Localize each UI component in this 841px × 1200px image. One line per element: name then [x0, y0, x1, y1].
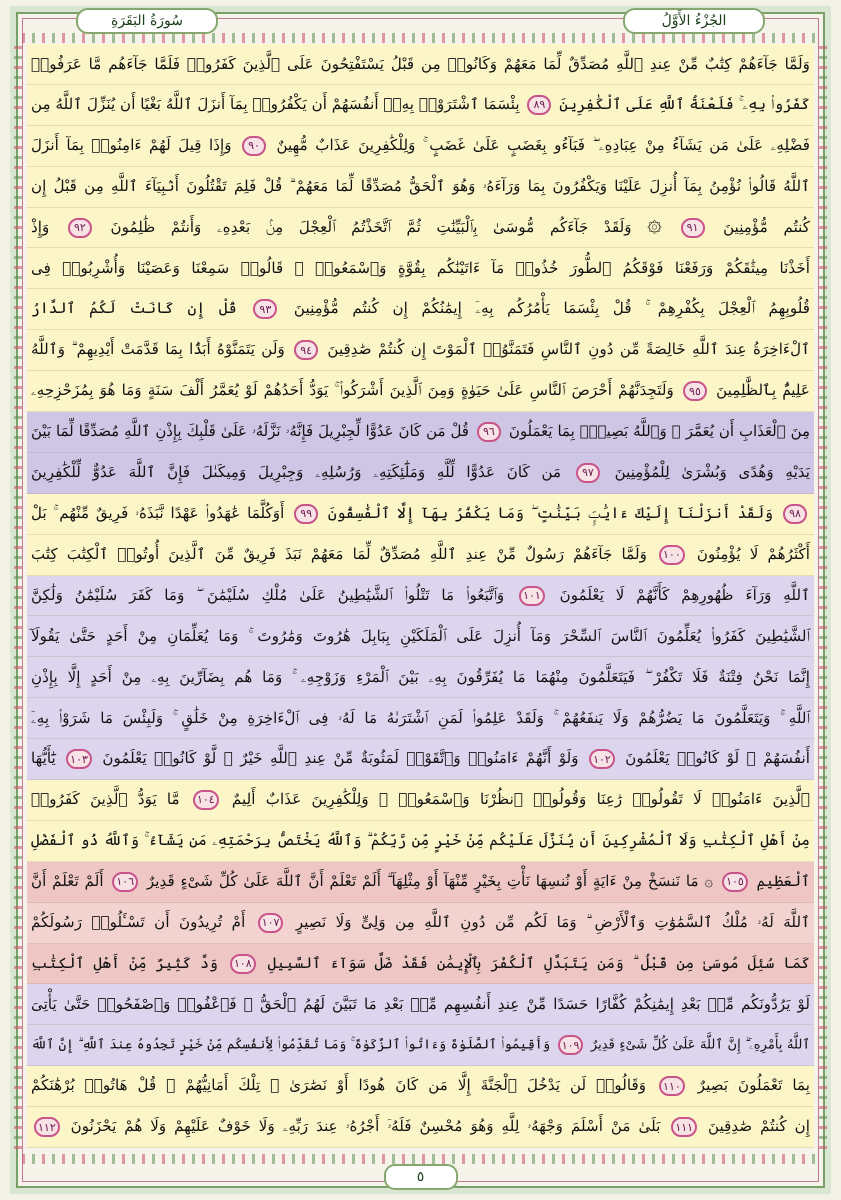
ayah-number-marker: ٩٠	[242, 136, 266, 156]
verse-text: أَخَذْنَا مِيثَٰقَكُمْ وَرَفَعْنَا فَوْقَكُمُ ٱلطُّورَ خُذُوا۟ مَآ ءَاتَيْنَٰكُم بِقُوَّةٍ وَٱسْمَعُوا۟ ۖ قَالُوا۟ سَمِعْنَا وَعَصَيْنَا وَأُشْرِبُوا۟ فِى	[31, 259, 810, 278]
text-line	[27, 289, 814, 330]
verse-text: إِن كُنتُمْ صَٰدِقِينَ ١١١ بَلَىٰ مَنْ أَسْلَمَ وَجْهَهُۥ لِلَّهِ وَهُوَ مُحْسِنٌ فَلَهُۥٓ أَجْرُهُۥ عِندَ رَبِّهِۦ وَلَا خَوْفٌ عَلَيْهِمْ وَلَا هُمْ يَحْزَنُونَ ١١٢	[31, 1117, 810, 1137]
verse-text: ٱللَّهِ وَرَآءَ ظُهُورِهِمْ كَأَنَّهُمْ لَا يَعْلَمُونَ ١٠١ وَٱتَّبَعُوا۟ مَا تَتْلُوا۟ ٱلشَّيَٰطِينُ عَلَىٰ مُلْكِ سُلَيْمَٰنَ ۖ وَمَا كَفَرَ سُلَيْمَٰنُ وَلَٰكِنَّ	[31, 585, 810, 604]
ayah-number-marker: ١٠٨	[230, 954, 256, 974]
text-line	[27, 494, 814, 535]
text-line	[27, 821, 814, 862]
text-line	[27, 535, 814, 576]
floral-border-right	[819, 46, 827, 1152]
ayah-number-marker: ١١٠	[659, 1076, 685, 1096]
text-line	[27, 371, 814, 412]
verse-text: ٩٨ وَلَقَدْ أَنزَلْنَآ إِلَيْكَ ءَايَٰتٍۭ بَيِّنَٰتٍ ۖ وَمَا يَكْفُرُ بِهَآ إِلَّا ٱلْفَٰسِقُونَ ٩٩ أَوَكُلَّمَا عَٰهَدُوا۟ عَهْدًا نَّبَذَهُۥ فَرِيقٌ مِّنْهُم ۚ بَلْ	[31, 504, 810, 524]
text-line	[27, 944, 814, 985]
verse-text: ٱلَّذِينَ ءَامَنُوا۟ لَا تَقُولُوا۟ رَٰعِنَا وَقُولُوا۟ ٱنظُرْنَا وَٱسْمَعُوا۟ ۗ وَلِلْكَٰفِرِينَ عَذَابٌ أَلِيمٌ ١٠٤ مَّا يَوَدُّ ٱلَّذِينَ كَفَرُوا۟	[31, 789, 810, 808]
text-line	[27, 698, 814, 739]
ayah-number-marker: ١٠٤	[193, 790, 219, 810]
verse-text: وَلَمَّا جَآءَهُمْ كِتَٰبٌ مِّنْ عِندِ ٱللَّهِ مُصَدِّقٌ لِّمَا مَعَهُمْ وَكَانُوا۟ مِن قَبْلُ يَسْتَفْتِحُونَ عَلَى ٱلَّذِينَ كَفَرُوا۟ فَلَمَّا جَآءَهُم مَّا عَرَفُوا۟	[31, 54, 810, 73]
text-line	[27, 576, 814, 617]
verse-text: ٱللَّهُ قَالُوا۟ نُؤْمِنُ بِمَآ أُنزِلَ عَلَيْنَا وَيَكْفُرُونَ بِمَا وَرَآءَهُۥ وَهُوَ ٱلْحَقُّ مُصَدِّقًا لِّمَا مَعَهُمْ ۗ قُلْ فَلِمَ تَقْتُلُونَ أَنۢبِيَآءَ ٱللَّهِ مِن قَبْلُ إِن	[31, 177, 810, 196]
quran-text-body	[27, 44, 814, 1148]
ayah-number-marker: ٩٣	[253, 299, 277, 319]
text-line	[27, 862, 814, 903]
surah-name-header: سُورَةُ البَقَرَةِ	[76, 8, 218, 34]
ayah-number-marker: ١٠٣	[66, 749, 92, 769]
verse-text: كَمَا سُئِلَ مُوسَىٰ مِن قَبْلُ ۗ وَمَن يَتَبَدَّلِ ٱلْكُفْرَ بِٱلْإِيمَٰنِ فَقَدْ ضَلَّ سَوَآءَ ٱلسَّبِيلِ ١٠٨ وَدَّ كَثِيرٌ مِّنْ أَهْلِ ٱلْكِتَٰبِ	[31, 953, 810, 972]
ayah-number-marker: ٩٨	[783, 504, 807, 524]
verse-text: كَفَرُوا۟ بِهِۦ ۚ فَلَعْنَةُ ٱللَّهِ عَلَى ٱلْكَٰفِرِينَ ٨٩ بِئْسَمَا ٱشْتَرَوْا۟ بِهِۦٓ أَنفُسَهُمْ أَن يَكْفُرُوا۟ بِمَآ أَنزَلَ ٱللَّهُ بَغْيًا أَن يُنَزِّلَ ٱللَّهُ مِن	[30, 94, 810, 113]
floral-border-top	[22, 33, 819, 43]
verse-text: كُنتُم مُّؤْمِنِينَ ٩١ ۞ وَلَقَدْ جَآءَكُم مُّوسَىٰ بِٱلْبَيِّنَٰتِ ثُمَّ ٱتَّخَذْتُمُ ٱلْعِجْلَ مِنۢ بَعْدِهِۦ وَأَنتُمْ ظَٰلِمُونَ ٩٢ وَإِذْ	[31, 217, 810, 236]
verse-text: ٱللَّهِ ۚ وَيَتَعَلَّمُونَ مَا يَضُرُّهُمْ وَلَا يَنفَعُهُمْ ۚ وَلَقَدْ عَلِمُوا۟ لَمَنِ ٱشْتَرَىٰهُ مَا لَهُۥ فِى ٱلْءَاخِرَةِ مِنْ خَلَٰقٍ ۚ وَلَبِئْسَ مَا شَرَوْا۟ بِهِۦٓ	[31, 708, 810, 727]
floral-border-left	[14, 46, 22, 1152]
verse-text: مِنَ ٱلْعَذَابِ أَن يُعَمَّرَ ۗ وَٱللَّهُ بَصِيرٌۢ بِمَا يَعْمَلُونَ ٩٦ قُلْ مَن كَانَ عَدُوًّا لِّجِبْرِيلَ فَإِنَّهُۥ نَزَّلَهُۥ عَلَىٰ قَلْبِكَ بِإِذْنِ ٱللَّهِ مُصَدِّقًا لِّمَا بَيْنَ	[31, 421, 810, 440]
ayah-number-marker: ٩٤	[294, 340, 318, 360]
text-line	[27, 616, 814, 657]
ayah-number-marker: ١١٢	[34, 1117, 60, 1137]
verse-text: لَوْ يَرُدُّونَكُم مِّنۢ بَعْدِ إِيمَٰنِكُمْ كُفَّارًا حَسَدًا مِّنْ عِندِ أَنفُسِهِم مِّنۢ بَعْدِ مَا تَبَيَّنَ لَهُمُ ٱلْحَقُّ ۖ فَٱعْفُوا۟ وَٱصْفَحُوا۟ حَتَّىٰ يَأْتِىَ	[31, 995, 810, 1014]
ayah-number-marker: ١٠٠	[659, 545, 685, 565]
text-line	[27, 248, 814, 289]
juz-name-header: الجُزْءُ الأَوَّلُ	[623, 8, 765, 34]
ayah-number-marker: ١٠١	[519, 586, 545, 606]
verse-text: أَكْثَرُهُمْ لَا يُؤْمِنُونَ ١٠٠ وَلَمَّا جَآءَهُمْ رَسُولٌ مِّنْ عِندِ ٱللَّهِ مُصَدِّقٌ لِّمَا مَعَهُمْ نَبَذَ فَرِيقٌ مِّنَ ٱلَّذِينَ أُوتُوا۟ ٱلْكِتَٰبَ كِتَٰبَ	[31, 544, 811, 563]
text-line	[27, 167, 814, 208]
ayah-number-marker: ٩٦	[477, 422, 501, 442]
verse-text: يَدَيْهِ وَهُدًى وَبُشْرَىٰ لِلْمُؤْمِنِينَ ٩٧ مَن كَانَ عَدُوًّا لِّلَّهِ وَمَلَٰٓئِكَتِهِۦ وَرُسُلِهِۦ وَجِبْرِيلَ وَمِيكَىٰلَ فَإِنَّ ٱللَّهَ عَدُوٌّ لِّلْكَٰفِرِينَ	[31, 462, 810, 481]
page-number: ٥	[384, 1164, 458, 1190]
verse-text: بِمَا تَعْمَلُونَ بَصِيرٌ ١١٠ وَقَالُوا۟ لَن يَدْخُلَ ٱلْجَنَّةَ إِلَّا مَن كَانَ هُودًا أَوْ نَصَٰرَىٰ ۗ تِلْكَ أَمَانِيُّهُمْ ۗ قُلْ هَاتُوا۟ بُرْهَٰنَكُمْ	[31, 1076, 811, 1095]
verse-text: ٱللَّهَ لَهُۥ مُلْكُ ٱلسَّمَٰوَٰتِ وَٱلْأَرْضِ ۗ وَمَا لَكُم مِّن دُونِ ٱللَّهِ مِن وَلِىٍّ وَلَا نَصِيرٍ ١٠٧ أَمْ تُرِيدُونَ أَن تَسْـَٔلُوا۟ رَسُولَكُمْ	[31, 912, 810, 931]
verse-text: فَضْلِهِۦ عَلَىٰ مَن يَشَآءُ مِنْ عِبَادِهِۦ ۖ فَبَآءُو بِغَضَبٍ عَلَىٰ غَضَبٍ ۚ وَلِلْكَٰفِرِينَ عَذَابٌ مُّهِينٌ ٩٠ وَإِذَا قِيلَ لَهُمْ ءَامِنُوا۟ بِمَآ أَنزَلَ	[31, 135, 810, 154]
verse-text: ٱلشَّيَٰطِينَ كَفَرُوا۟ يُعَلِّمُونَ ٱلنَّاسَ ٱلسِّحْرَ وَمَآ أُنزِلَ عَلَى ٱلْمَلَكَيْنِ بِبَابِلَ هَٰرُوتَ وَمَٰرُوتَ ۚ وَمَا يُعَلِّمَانِ مِنْ أَحَدٍ حَتَّىٰ يَقُولَآ	[31, 626, 810, 645]
verse-text: ٱلْعَظِيمِ ١٠٥ ۞ مَا نَنسَخْ مِنْ ءَايَةٍ أَوْ نُنسِهَا نَأْتِ بِخَيْرٍ مِّنْهَآ أَوْ مِثْلِهَآ ۗ أَلَمْ تَعْلَمْ أَنَّ ٱللَّهَ عَلَىٰ كُلِّ شَىْءٍ قَدِيرٌ ١٠٦ أَلَمْ تَعْلَمْ أَنَّ	[31, 871, 810, 890]
text-line	[27, 1025, 814, 1066]
ayah-number-marker: ١٠٧	[258, 913, 284, 933]
ayah-number-marker: ١٠٥	[722, 872, 748, 892]
ayah-number-marker: ١١١	[671, 1117, 697, 1137]
text-line	[27, 903, 814, 944]
ayah-number-marker: ٩٩	[294, 504, 318, 524]
verse-text: إِنَّمَا نَحْنُ فِتْنَةٌ فَلَا تَكْفُرْ ۖ فَيَتَعَلَّمُونَ مِنْهُمَا مَا يُفَرِّقُونَ بِهِۦ بَيْنَ ٱلْمَرْءِ وَزَوْجِهِۦ ۚ وَمَا هُم بِضَآرِّينَ بِهِۦ مِنْ أَحَدٍ إِلَّا بِإِذْنِ	[31, 667, 810, 686]
text-line	[27, 984, 814, 1025]
text-line	[27, 453, 814, 494]
text-line	[27, 1066, 814, 1107]
text-line	[27, 412, 814, 453]
text-line	[27, 126, 814, 167]
verse-text: ٱللَّهُ بِأَمْرِهِۦٓ ۗ إِنَّ ٱللَّهَ عَلَىٰ كُلِّ شَىْءٍ قَدِيرٌ ١٠٩ وَأَقِيمُوا۟ ٱلصَّلَوٰةَ وَءَاتُوا۟ ٱلزَّكَوٰةَ ۚ وَمَا تُقَدِّمُوا۟ لِأَنفُسِكُم مِّنْ خَيْرٍ تَجِدُوهُ عِندَ ٱللَّهِ ۗ إِنَّ ٱللَّهَ	[31, 1035, 810, 1055]
ayah-number-marker: ١٠٢	[589, 749, 615, 769]
text-line	[27, 330, 814, 371]
ayah-number-marker: ١٠٩	[558, 1035, 584, 1055]
text-line	[27, 208, 814, 249]
verse-text: مِنْ أَهْلِ ٱلْكِتَٰبِ وَلَا ٱلْمُشْرِكِينَ أَن يُنَزَّلَ عَلَيْكُم مِّنْ خَيْرٍ مِّن رَّبِّكُمْ ۗ وَٱللَّهُ يَخْتَصُّ بِرَحْمَتِهِۦ مَن يَشَآءُ ۚ وَٱللَّهُ ذُو ٱلْفَضْلِ	[31, 831, 810, 850]
floral-border-bottom	[22, 1154, 819, 1164]
verse-text: أَنفُسَهُمْ ۚ لَوْ كَانُوا۟ يَعْلَمُونَ ١٠٢ وَلَوْ أَنَّهُمْ ءَامَنُوا۟ وَٱتَّقَوْا۟ لَمَثُوبَةٌ مِّنْ عِندِ ٱللَّهِ خَيْرٌ ۖ لَّوْ كَانُوا۟ يَعْلَمُونَ ١٠٣ يَٰٓأَيُّهَا	[31, 749, 810, 768]
ayah-number-marker: ٩٧	[576, 463, 600, 483]
text-line	[27, 657, 814, 698]
text-line	[27, 44, 814, 85]
ayah-number-marker: ٩٥	[683, 381, 707, 401]
ayah-number-marker: ٩١	[681, 218, 705, 238]
text-line	[27, 1107, 814, 1148]
verse-text: ٱلْءَاخِرَةُ عِندَ ٱللَّهِ خَالِصَةً مِّن دُونِ ٱلنَّاسِ فَتَمَنَّوُا۟ ٱلْمَوْتَ إِن كُنتُمْ صَٰدِقِينَ ٩٤ وَلَن يَتَمَنَّوْهُ أَبَدًۢا بِمَا قَدَّمَتْ أَيْدِيهِمْ ۗ وَٱللَّهُ	[31, 340, 811, 359]
ayah-number-marker: ٩٢	[68, 218, 92, 238]
ayah-number-marker: ٨٩	[527, 95, 551, 115]
text-line	[27, 739, 814, 780]
verse-text: قُلُوبِهِمُ ٱلْعِجْلَ بِكُفْرِهِمْ ۚ قُلْ بِئْسَمَا يَأْمُرُكُم بِهِۦٓ إِيمَٰنُكُمْ إِن كُنتُم مُّؤْمِنِينَ ٩٣ قُلْ إِن كَانَتْ لَكُمُ ٱلدَّارُ	[31, 299, 810, 318]
ayah-number-marker: ١٠٦	[112, 872, 138, 892]
text-line	[27, 780, 814, 821]
text-line	[27, 85, 814, 126]
verse-text: عَلِيمٌۢ بِٱلظَّٰلِمِينَ ٩٥ وَلَتَجِدَنَّهُمْ أَحْرَصَ ٱلنَّاسِ عَلَىٰ حَيَوٰةٍ وَمِنَ ٱلَّذِينَ أَشْرَكُوا۟ ۚ يَوَدُّ أَحَدُهُمْ لَوْ يُعَمَّرُ أَلْفَ سَنَةٍ وَمَا هُوَ بِمُزَحْزِحِهِۦ	[31, 381, 810, 400]
